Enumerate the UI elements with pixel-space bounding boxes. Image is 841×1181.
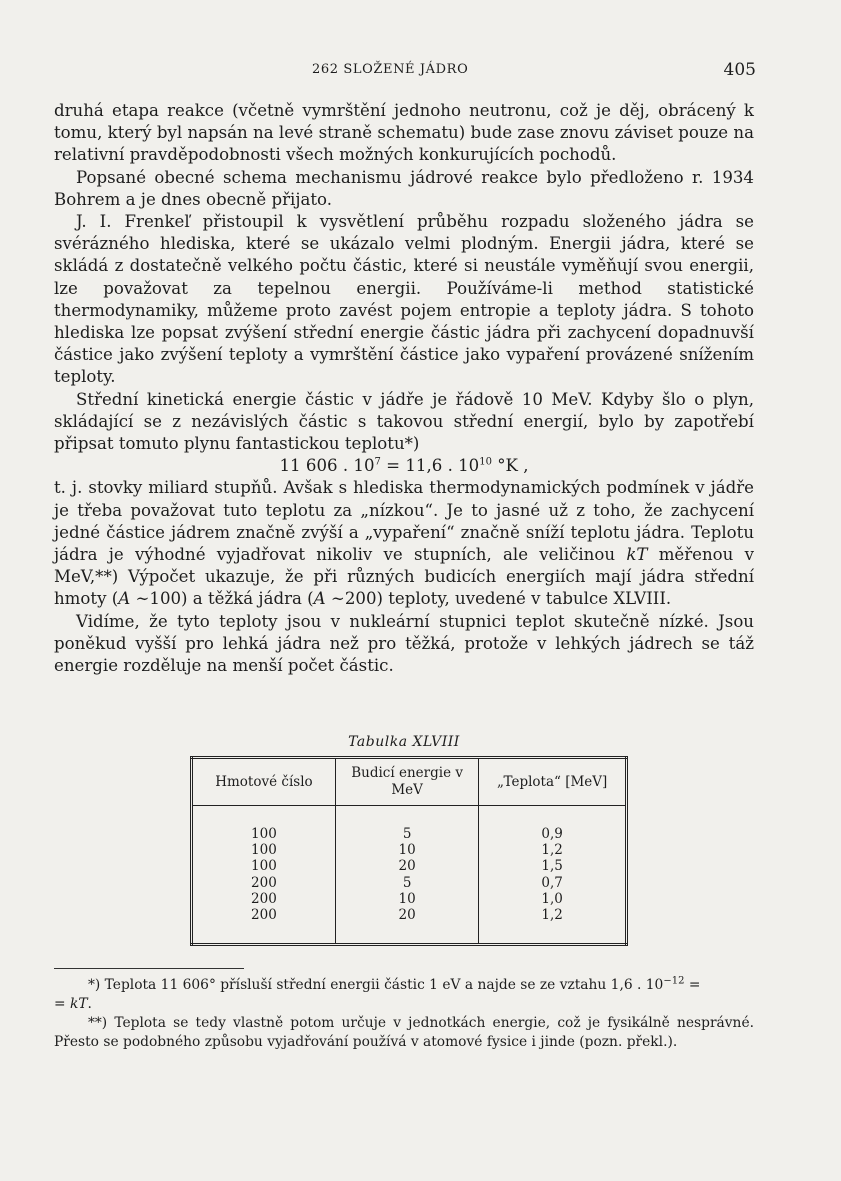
book-page [54,0,754,1181]
header-excitation-energy: Budicí energie v MeV [335,758,478,806]
paragraph-4: Střední kinetická energie částic v jádře je řádově 10 MeV. Kdyby šlo o plyn, skládající se z nezávislých částic s takovou střední energií, bylo by zapotřebí připsat tomuto plynu fantastickou teplotu*) [54,389,754,454]
cell-energy: 20 [335,858,478,874]
body-text [54,100,754,677]
cell-mass: 100 [192,806,336,843]
paragraph-6: Vidíme, že tyto teploty jsou v nukleární stupnici teplot skutečně nízké. Jsou poněkud vyšší pro lehká jádra než pro těžká, protože v lehkých jádrech se táž energie rozděluje na menší počet částic. [54,611,754,676]
cell-temperature: 1,2 [479,842,627,858]
cell-temperature: 1,2 [479,907,627,945]
cell-mass: 100 [192,842,336,858]
paragraph-5: t. j. stovky miliard stupňů. Avšak s hlediska thermodynamických podmínek v jádře je třeba považovat tuto teplotu za „nízkou“. Je to jasné už z toho, že zachycení jedné částice jádrem značně zvýší a „vypaření“ značně sníží teplotu jádra. Teplotu jádra je výhodné vyjadřovat nikoliv ve stupních, ale veličinou kT měřenou v MeV,**) Výpočet ukazuje, že při různých budicích energiích mají jádra střední hmoty (A ∼100) a těžká jádra (A ∼200) teploty, uvedené v tabulce XLVIII. [54,478,754,609]
cell-mass: 100 [192,858,336,874]
cell-temperature: 0,9 [479,806,627,843]
header-mass-number: Hmotové číslo [192,758,336,806]
cell-energy: 5 [335,806,478,843]
cell-mass: 200 [192,907,336,945]
footnotes [54,976,754,1052]
cell-mass: 200 [192,875,336,891]
cell-mass: 200 [192,891,336,907]
cell-temperature: 1,5 [479,858,627,874]
table-row [192,875,627,891]
table-row [192,891,627,907]
page-header [54,60,754,84]
table-row [192,907,627,945]
table-row [192,806,627,843]
table-row [192,842,627,858]
table-header-row [192,758,627,806]
table-row [192,858,627,874]
footnote-2: **) Teplota se tedy vlastně potom určuje v jednotkách energie, což je fysikálně nesprávné. Přesto se podobného způsobu vyjadřování používá v atomové fysice i jinde (pozn. překl.). [54,1015,754,1050]
footnote-rule [54,968,244,969]
header-temperature: „Teplota“ [MeV] [479,758,627,806]
cell-energy: 10 [335,891,478,907]
temperature-table [190,756,628,946]
cell-temperature: 1,0 [479,891,627,907]
page-number: 405 [723,60,756,80]
footnote-1: *) Teplota 11 606° přísluší střední energii částic 1 eV a najde se ze vztahu 1,6 . $10^{-12}$ = = kT. [54,975,701,1012]
paragraph-1: druhá etapa reakce (včetně vymrštění jednoho neutronu, což je děj, obrácený k tomu, který byl napsán na levé straně schematu) bude zase znovu záviset pouze na relativní pravděpodobnosti všech možných konkurujících pochodů. [54,101,754,165]
table-caption: Tabulka XLVIII [348,734,460,750]
paragraph-2: Popsané obecné schema mechanismu jádrové reakce bylo předloženo r. 1934 Bohrem a je dnes obecně přijato. [54,167,754,209]
cell-energy: 20 [335,907,478,945]
temperature-formula: 11 606 . $10^7 = 11,6$ . $10^{10}$ °K , [279,456,529,476]
cell-temperature: 0,7 [479,875,627,891]
kT-symbol: kT [626,545,648,565]
cell-energy: 5 [335,875,478,891]
paragraph-3: J. I. Frenkeľ přistoupil k vysvětlení průběhu rozpadu složeného jádra se svérázného hlediska, které se ukázalo velmi plodným. Energii jádra, které se skládá z dostatečně velkého počtu částic, které si neustále vyměňují svou energii, lze považovat za tepelnou energii. Používáme-li method statistické thermodynamiky, můžeme proto zavést pojem entropie a teploty jádra. S tohoto hlediska lze popsat zvýšení střední energie částic jádra při zachycení dopadnuvší částice jako zvýšení teploty a vymrštění částice jako vypaření provázené snížením teploty. [54,212,754,387]
running-title: 262 SLOŽENÉ JÁDRO [312,62,469,77]
cell-energy: 10 [335,842,478,858]
